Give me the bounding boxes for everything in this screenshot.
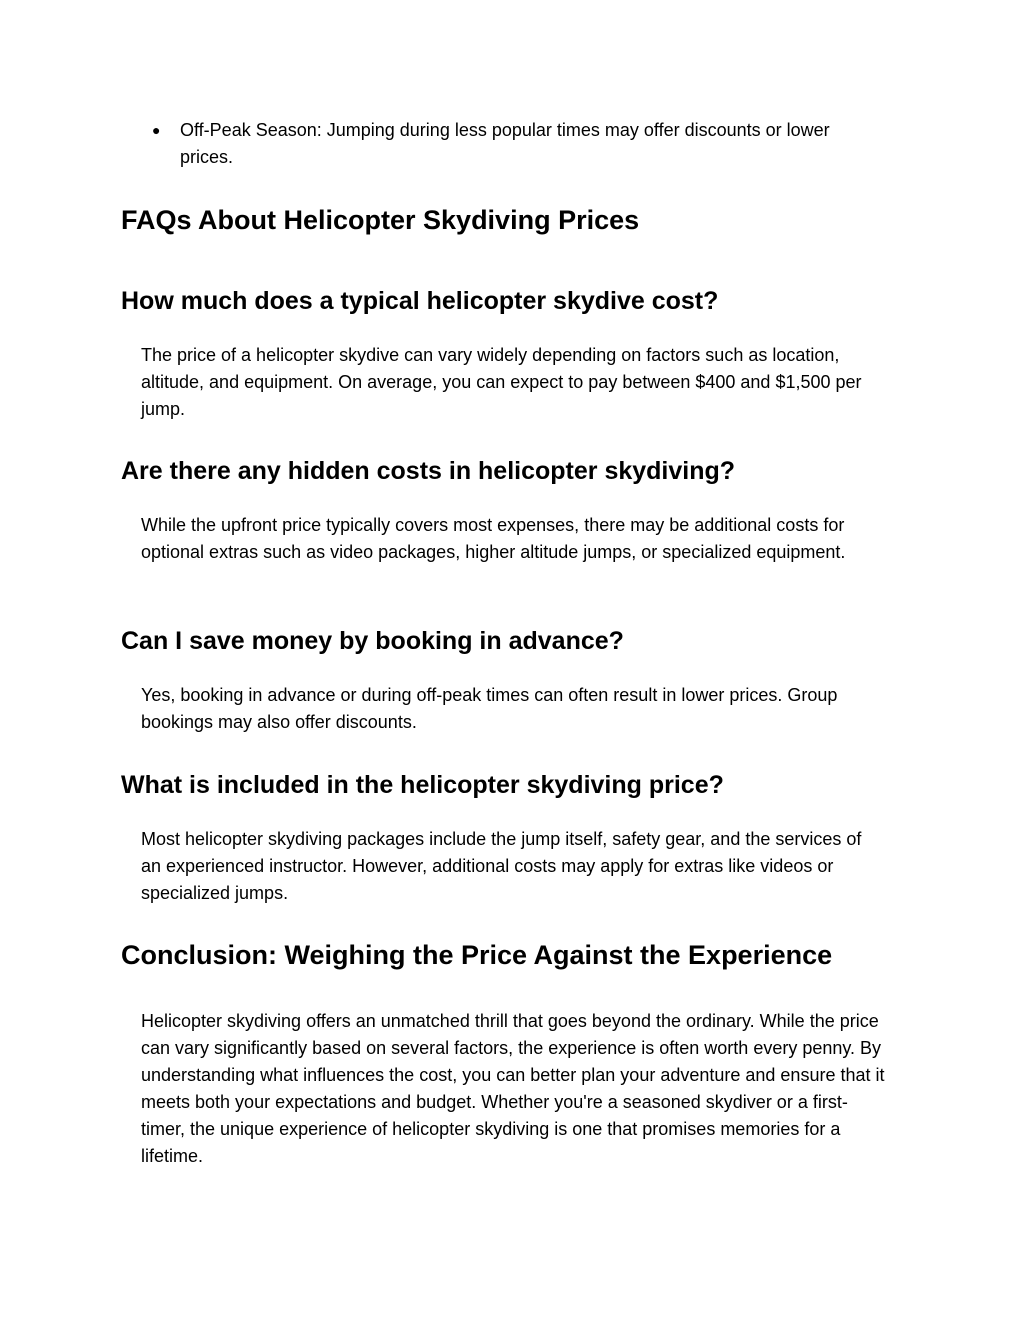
- faq-answer-4: Most helicopter skydiving packages include the jump itself, safety gear, and the services of an experienced instructor. However, additional costs may apply for extras like videos or specialized jumps.: [141, 829, 862, 903]
- faq-heading: FAQs About Helicopter Skydiving Prices: [121, 205, 640, 235]
- bullet-text: Off-Peak Season: Jumping during less popular times may offer discounts or lower prices.: [180, 120, 830, 167]
- faq-question-2: Are there any hidden costs in helicopter skydiving?: [121, 457, 736, 485]
- faq-answer-3: Yes, booking in advance or during off-peak times can often result in lower prices. Group bookings may also offer discounts.: [141, 685, 838, 732]
- faq-answer-2: While the upfront price typically covers most expenses, there may be additional costs for optional extras such as video packages, higher altitude jumps, or specialized equipment.: [141, 515, 846, 562]
- bullet-dot-icon: ●: [152, 122, 161, 138]
- conclusion-heading: Conclusion: Weighing the Price Against the Experience: [121, 940, 833, 970]
- faq-question-3: Can I save money by booking in advance?: [121, 627, 624, 655]
- list-item: [152, 117, 880, 171]
- conclusion-body: Helicopter skydiving offers an unmatched thrill that goes beyond the ordinary. While the price can vary significantly based on several factors, the experience is often worth every penny. By understanding what influences the cost, you can better plan your adventure and ensure that it meets both your expectations and budget. Whether you're a seasoned skydiver or a first-timer, the unique experience of helicopter skydiving is one that promises memories for a lifetime.: [141, 1011, 885, 1166]
- faq-question-4: What is included in the helicopter skydiving price?: [121, 771, 724, 799]
- faq-answer-1: The price of a helicopter skydive can vary widely depending on factors such as location, altitude, and equipment. On average, you can expect to pay between $400 and $1,500 per jump.: [141, 345, 862, 419]
- bullet-list: [152, 117, 880, 171]
- faq-question-1: How much does a typical helicopter skydive cost?: [121, 287, 719, 315]
